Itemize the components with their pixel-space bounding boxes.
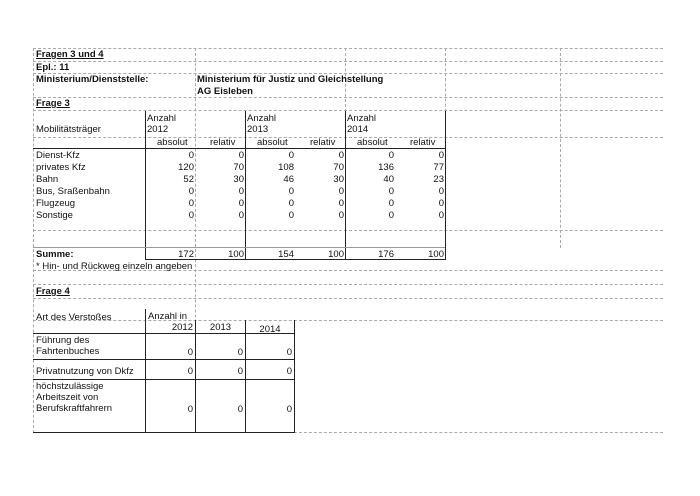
year-header-2014: 2014 <box>259 324 281 335</box>
row-label: Arbeitszeit von <box>36 392 99 403</box>
value-cell: 0 <box>338 186 344 197</box>
row-label: Führung des <box>36 335 90 346</box>
value-cell: 0 <box>388 198 394 209</box>
year-header-2012: 2012 <box>147 124 169 135</box>
row-label: Privatnutzung von Dkfz <box>36 366 134 377</box>
value-cell: 52 <box>183 174 194 185</box>
column-header-verstoss: Art des Verstoßes <box>36 312 112 323</box>
value-cell: 46 <box>283 174 294 185</box>
document-title: Fragen 3 und 4 <box>36 49 104 60</box>
value-cell: 0 <box>388 210 394 221</box>
sum-cell: 172 <box>178 249 194 260</box>
value-cell: 108 <box>278 162 294 173</box>
row-label: Bus, Sraßenbahn <box>36 186 110 197</box>
sum-cell: 154 <box>278 249 294 260</box>
row-label: privates Kfz <box>36 162 86 173</box>
frage4-title: Frage 4 <box>36 286 70 297</box>
value-cell: 0 <box>187 404 193 415</box>
value-cell: 0 <box>187 347 193 358</box>
value-cell: 70 <box>233 162 244 173</box>
value-cell: 30 <box>333 174 344 185</box>
value-cell: 0 <box>288 198 294 209</box>
row-label: Bahn <box>36 174 59 185</box>
year-header-label: Anzahl <box>347 113 377 124</box>
year-header-2013: 2013 <box>247 124 269 135</box>
value-cell: 120 <box>178 162 194 173</box>
sum-cell: 100 <box>228 249 244 260</box>
value-cell: 70 <box>333 162 344 173</box>
value-cell: 0 <box>237 366 243 377</box>
row-label: Berufskraftfahrern <box>36 403 113 414</box>
sum-cell: 100 <box>328 249 344 260</box>
subheader-absolut: absolut <box>157 137 188 148</box>
value-cell: 0 <box>288 150 294 161</box>
value-cell: 0 <box>388 150 394 161</box>
sum-cell: 100 <box>428 249 444 260</box>
count-header: Anzahl in <box>148 311 188 322</box>
value-cell: 0 <box>238 150 244 161</box>
year-header-2014: 2014 <box>347 124 369 135</box>
sum-label: Summe: <box>36 249 74 260</box>
value-cell: 136 <box>378 162 394 173</box>
value-cell: 0 <box>338 150 344 161</box>
row-label: Sonstige <box>36 210 73 221</box>
column-header-mobilitaetstraeger: Mobilitätsträger <box>36 124 101 135</box>
year-header-label: Anzahl <box>247 113 277 124</box>
row-label: höchstzulässige <box>36 381 104 392</box>
epl-label: Epl.: 11 <box>36 62 70 73</box>
subheader-absolut: absolut <box>257 137 288 148</box>
frage3-title: Frage 3 <box>36 98 70 109</box>
value-cell: 0 <box>288 210 294 221</box>
office-name: AG Eisleben <box>197 86 253 97</box>
year-header-label: Anzahl <box>147 113 177 124</box>
value-cell: 0 <box>187 366 193 377</box>
value-cell: 30 <box>233 174 244 185</box>
value-cell: 0 <box>238 210 244 221</box>
subheader-relativ: relativ <box>310 137 336 148</box>
sum-cell: 176 <box>378 249 394 260</box>
subheader-relativ: relativ <box>410 137 436 148</box>
value-cell: 0 <box>388 186 394 197</box>
value-cell: 0 <box>438 186 444 197</box>
value-cell: 0 <box>438 198 444 209</box>
row-label: Fahrtenbuches <box>36 346 100 357</box>
value-cell: 0 <box>288 186 294 197</box>
value-cell: 0 <box>438 150 444 161</box>
subheader-relativ: relativ <box>210 137 236 148</box>
value-cell: 0 <box>338 198 344 209</box>
year-header-2012: 2012 <box>171 322 193 333</box>
row-label: Flugzeug <box>36 198 76 209</box>
value-cell: 0 <box>286 404 292 415</box>
row-label: Dienst-Kfz <box>36 150 80 161</box>
value-cell: 23 <box>433 174 444 185</box>
value-cell: 0 <box>286 347 292 358</box>
value-cell: 0 <box>188 186 194 197</box>
value-cell: 77 <box>433 162 444 173</box>
subheader-absolut: absolut <box>357 137 388 148</box>
value-cell: 0 <box>438 210 444 221</box>
value-cell: 40 <box>383 174 394 185</box>
value-cell: 0 <box>188 150 194 161</box>
value-cell: 0 <box>238 186 244 197</box>
ministry-name: Ministerium für Justiz und Gleichstellung <box>197 74 384 85</box>
value-cell: 0 <box>238 198 244 209</box>
value-cell: 0 <box>237 347 243 358</box>
ministry-label: Ministerium/Dienststelle: <box>36 74 149 85</box>
value-cell: 0 <box>286 366 292 377</box>
footnote: * Hin- und Rückweg einzeln angeben <box>36 261 193 272</box>
value-cell: 0 <box>188 210 194 221</box>
value-cell: 0 <box>338 210 344 221</box>
year-header-2013: 2013 <box>209 322 232 333</box>
value-cell: 0 <box>188 198 194 209</box>
value-cell: 0 <box>237 404 243 415</box>
